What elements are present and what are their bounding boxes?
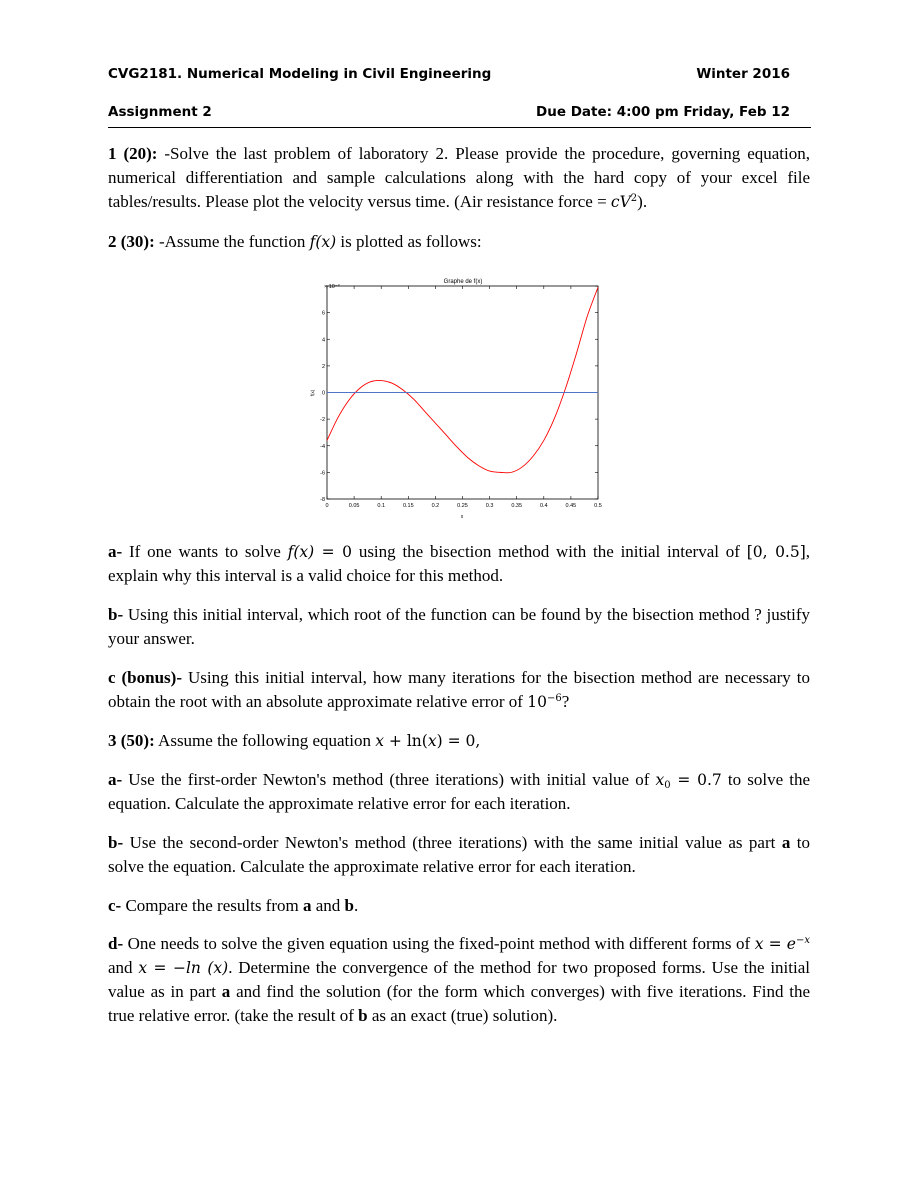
x-tick-label: 0.4 (539, 503, 548, 509)
y-tick-label: -4 (320, 443, 325, 450)
course-title: CVG2181. Numerical Modeling in Civil Engineering (108, 66, 492, 82)
header-row-2 (108, 104, 790, 120)
x-tick-label: 0.2 (431, 503, 440, 509)
q3-label: 3 (50): (108, 731, 155, 750)
q2-fx: f(x) (309, 233, 337, 251)
q3c-a: a (302, 896, 312, 915)
q1-exponent: 2 (630, 193, 638, 204)
q2b-text: Using this initial interval, which root of the function can be found by the bisection method ? justify your answer. (108, 605, 810, 648)
q3d-form1: x = e (754, 935, 796, 953)
q3d-form2: x = −ln (x) (138, 959, 229, 977)
q3a-val: = 0.7 (670, 771, 722, 789)
header-rule (108, 127, 811, 128)
x-tick-label: 0.05 (348, 503, 360, 509)
q3b-text2: to solve the equation. Calculate the approximate relative error for each iteration. (108, 833, 810, 876)
q3c-and: and (311, 896, 345, 915)
q3c-label: c- (108, 896, 122, 915)
y-tick-label: 0 (321, 390, 325, 397)
q3d-and: and (108, 958, 139, 977)
q2a-label: a- (108, 542, 123, 561)
q3a-sub: 0 (664, 780, 671, 791)
question-2b (108, 603, 810, 651)
q2-label: 2 (30): (108, 232, 155, 251)
function-plot (300, 274, 610, 524)
y-tick-label: 2 (321, 363, 325, 370)
y-axis-label: f(x) (310, 389, 315, 397)
q3b-text1: Use the second-order Newton's method (three iterations) with the same initial value as part (123, 833, 782, 852)
q2c-exp: −6 (546, 693, 562, 704)
question-2a (108, 540, 810, 588)
y-tick-label: 6 (321, 310, 325, 317)
q3d-label: d- (108, 934, 124, 953)
q1-text: -Solve the last problem of laboratory 2. Please provide the procedure, governing equation, numerical differentiation and sample calculations along with the hard copy of your excel file tables/results. Please plot the velocity versus time. (Air resistance force = (108, 144, 810, 211)
q2-text2: is plotted as follows: (336, 232, 482, 251)
q3-eq-x: x (375, 732, 384, 750)
q3d-text3: and find the solution (for the form which converges) with five iterations. Find the true relative error. (take the result of (108, 982, 810, 1025)
question-3d (108, 932, 810, 1028)
q3c-b: b (344, 896, 354, 915)
q3a-label: a- (108, 770, 123, 789)
q2a-eq: = 0 (314, 543, 353, 561)
question-3a (108, 768, 810, 816)
question-3b (108, 831, 810, 879)
x-axis-label: x (460, 514, 464, 520)
assignment-title: Assignment 2 (108, 104, 212, 120)
y-multiplier: × 10⁻³ (324, 284, 340, 290)
q3d-text4: as an exact (true) solution). (367, 1006, 558, 1025)
header-row-1 (108, 66, 790, 82)
due-date: Due Date: 4:00 pm Friday, Feb 12 (536, 104, 790, 120)
x-tick-label: 0.5 (594, 503, 602, 509)
q2c-base: 10 (527, 693, 547, 711)
y-tick-label: 4 (321, 337, 325, 344)
x-tick-label: 0.35 (511, 503, 523, 509)
q1-label: 1 (20): (108, 144, 158, 163)
q3-text1: Assume the following equation (154, 731, 376, 750)
q2-text1: -Assume the function (154, 232, 310, 251)
q3d-ref-b: b (358, 1006, 368, 1025)
y-tick-label: -8 (320, 497, 325, 503)
q2b-label: b- (108, 605, 124, 624)
question-1 (108, 142, 810, 214)
question-2 (108, 230, 810, 254)
x-tick-label: 0 (325, 503, 329, 509)
q2a-math: f(x) (287, 543, 315, 561)
x-tick-label: 0.3 (485, 503, 494, 509)
y-tick-label: -2 (320, 417, 325, 424)
q3b-label: b- (108, 833, 124, 852)
x-tick-label: 0.45 (565, 503, 577, 509)
q1-math: cV (610, 193, 631, 211)
chart-title: Graphe de f(x) (443, 279, 483, 285)
q2c-text: Using this initial interval, how many iterations for the bisection method are necessary to obtain the root with an absolute approximate relative error of (108, 668, 811, 711)
q1-end: ). (637, 192, 648, 211)
q3a-x0: x (655, 771, 665, 789)
q3c-end: . (354, 896, 359, 915)
x-tick-label: 0.15 (402, 503, 414, 509)
q3a-text2: to solve the equation. Calculate the approximate relative error for each iteration. (108, 770, 810, 813)
q3d-text2: . Determine the convergence of the method for two proposed forms. Use the initial value as in part (108, 958, 810, 1001)
term: Winter 2016 (696, 66, 790, 82)
q2a-interval: [0, 0.5] (746, 543, 806, 561)
q3b-ref: a (781, 833, 791, 852)
question-3c (108, 894, 810, 918)
y-tick-label: -6 (320, 470, 325, 477)
q3d-ref-a: a (221, 982, 231, 1001)
q2a-text1: If one wants to solve (122, 542, 288, 561)
q3-eq-end: ) = 0, (436, 732, 481, 750)
q3d-form1-exp: −x (795, 935, 810, 946)
q3-eq-rest: + ln( (384, 732, 428, 750)
q3c-text1: Compare the results from (121, 896, 303, 915)
q2c-label: c (bonus)- (108, 668, 182, 687)
x-tick-label: 0.1 (377, 503, 386, 509)
q2c-end: ? (561, 692, 570, 711)
q2a-text3: , explain why this interval is a valid choice for this method. (108, 542, 811, 585)
q3a-text1: Use the first-order Newton's method (three iterations) with initial value of (122, 770, 656, 789)
question-3 (108, 729, 810, 753)
question-2c (108, 666, 810, 714)
q2a-text2: using the bisection method with the initial interval of (352, 542, 747, 561)
x-tick-label: 0.25 (457, 503, 468, 509)
q3-eq-x2: x (427, 732, 437, 750)
q3d-text1: One needs to solve the given equation using the fixed-point method with different forms of (123, 934, 755, 953)
